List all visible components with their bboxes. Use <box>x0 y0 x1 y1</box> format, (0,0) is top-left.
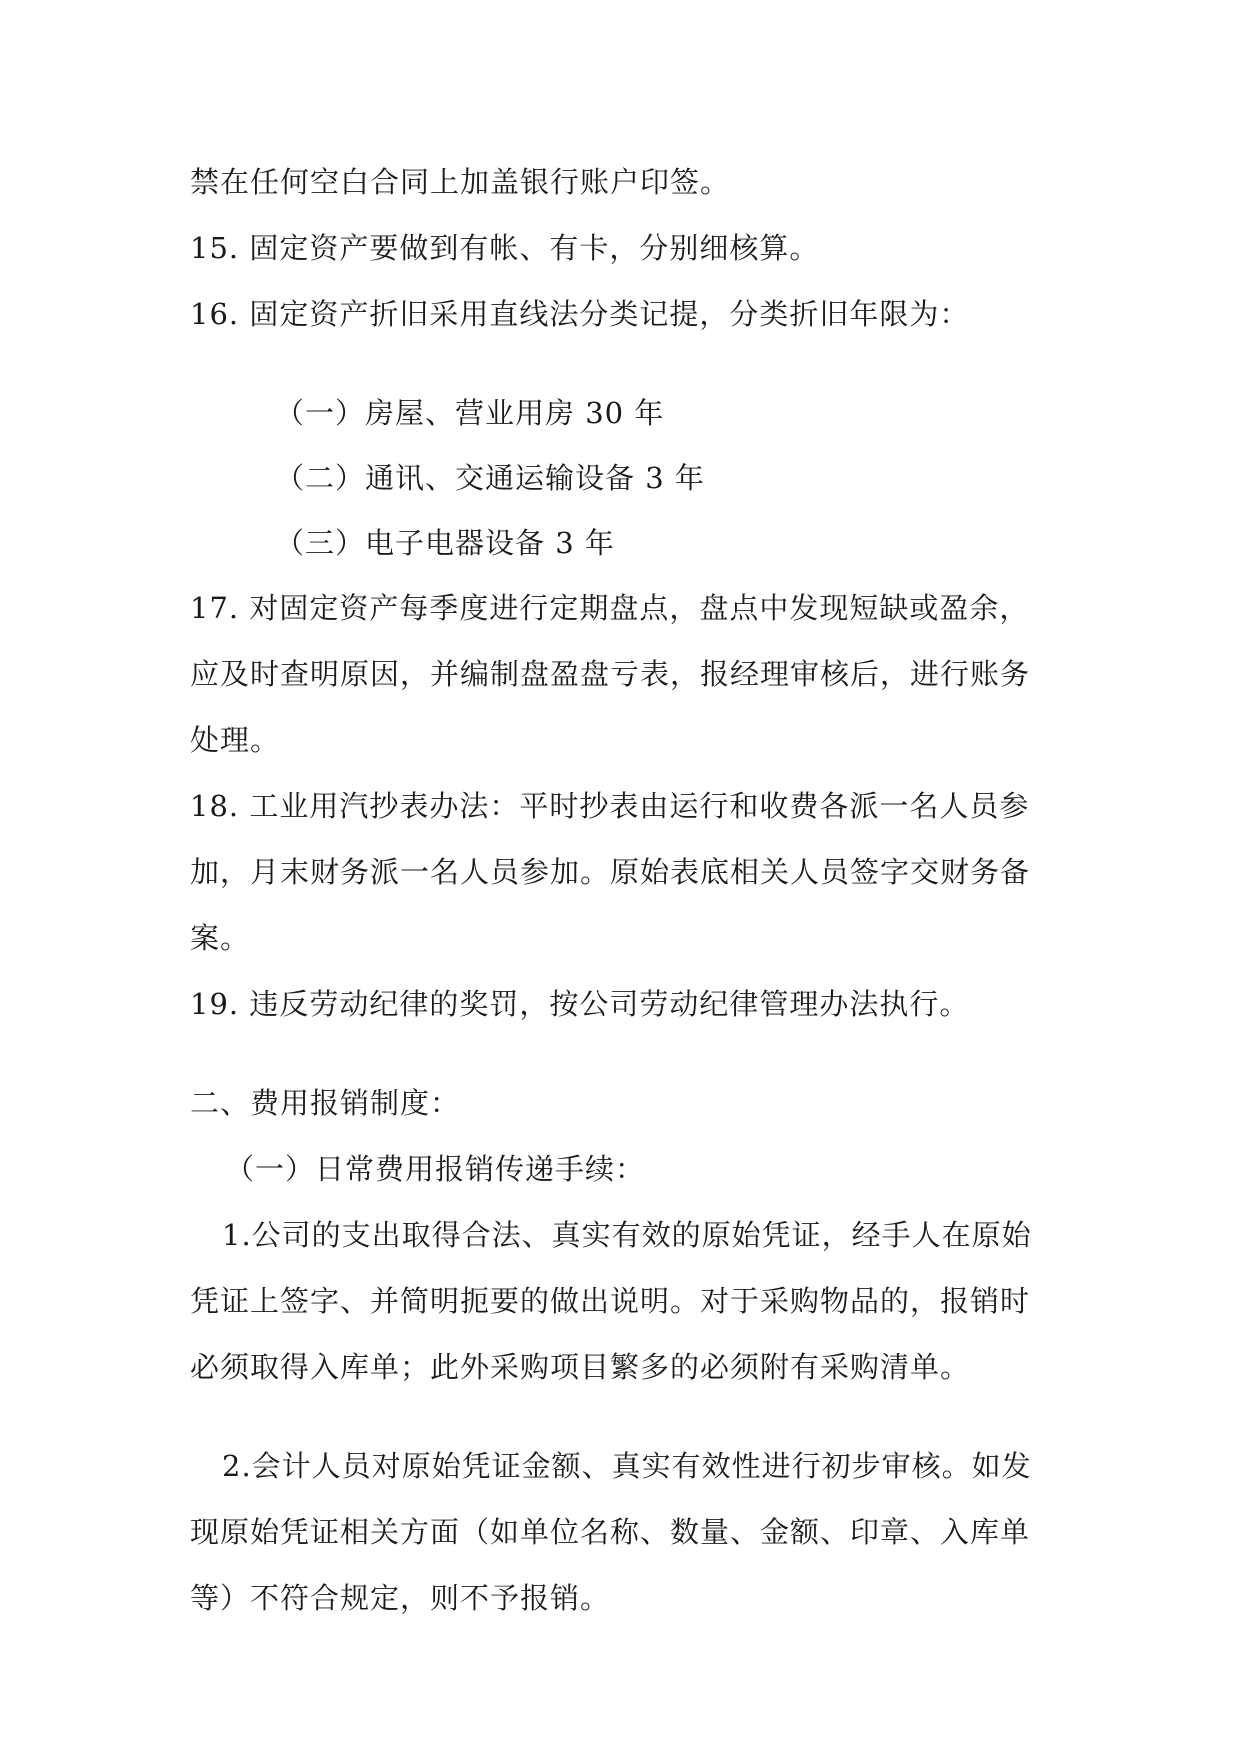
text-line: 凭证上签字、并简明扼要的做出说明。对于采购物品的，报销时 <box>190 1284 1031 1318</box>
text-line: 必须取得入库单；此外采购项目繁多的必须附有采购清单。 <box>190 1350 971 1384</box>
text-line: 等）不符合规定，则不予报销。 <box>190 1581 611 1615</box>
text-line: 应及时查明原因，并编制盘盈盘亏表，报经理审核后，进行账务 <box>190 657 1031 691</box>
list-item: （三）电子电器设备 3 年 <box>275 526 615 560</box>
subsection-heading: （一）日常费用报销传递手续： <box>225 1152 646 1186</box>
text-line: 16. 固定资产折旧采用直线法分类记提，分类折旧年限为： <box>190 297 970 331</box>
list-item: （二）通讯、交通运输设备 3 年 <box>275 461 705 495</box>
text-line: 1.公司的支出取得合法、真实有效的原始凭证，经手人在原始 <box>222 1218 1032 1252</box>
text-line: 19. 违反劳动纪律的奖罚，按公司劳动纪律管理办法执行。 <box>190 987 970 1021</box>
text-line: 17. 对固定资产每季度进行定期盘点，盘点中发现短缺或盈余， <box>190 591 1030 625</box>
text-line: 现原始凭证相关方面（如单位名称、数量、金额、印章、入库单 <box>190 1515 1031 1549</box>
section-heading: 二、费用报销制度： <box>190 1086 461 1120</box>
text-line: 禁在任何空白合同上加盖银行账户印签。 <box>190 165 731 199</box>
list-item: （一）房屋、营业用房 30 年 <box>275 396 665 430</box>
text-line: 处理。 <box>190 723 281 757</box>
text-line: 2.会计人员对原始凭证金额、真实有效性进行初步审核。如发 <box>222 1449 1032 1483</box>
text-line: 15. 固定资产要做到有帐、有卡，分别细核算。 <box>190 231 820 265</box>
text-line: 18. 工业用汽抄表办法：平时抄表由运行和收费各派一名人员参 <box>190 789 1030 823</box>
text-line: 案。 <box>190 921 251 955</box>
text-line: 加，月末财务派一名人员参加。原始表底相关人员签字交财务备 <box>190 855 1031 889</box>
